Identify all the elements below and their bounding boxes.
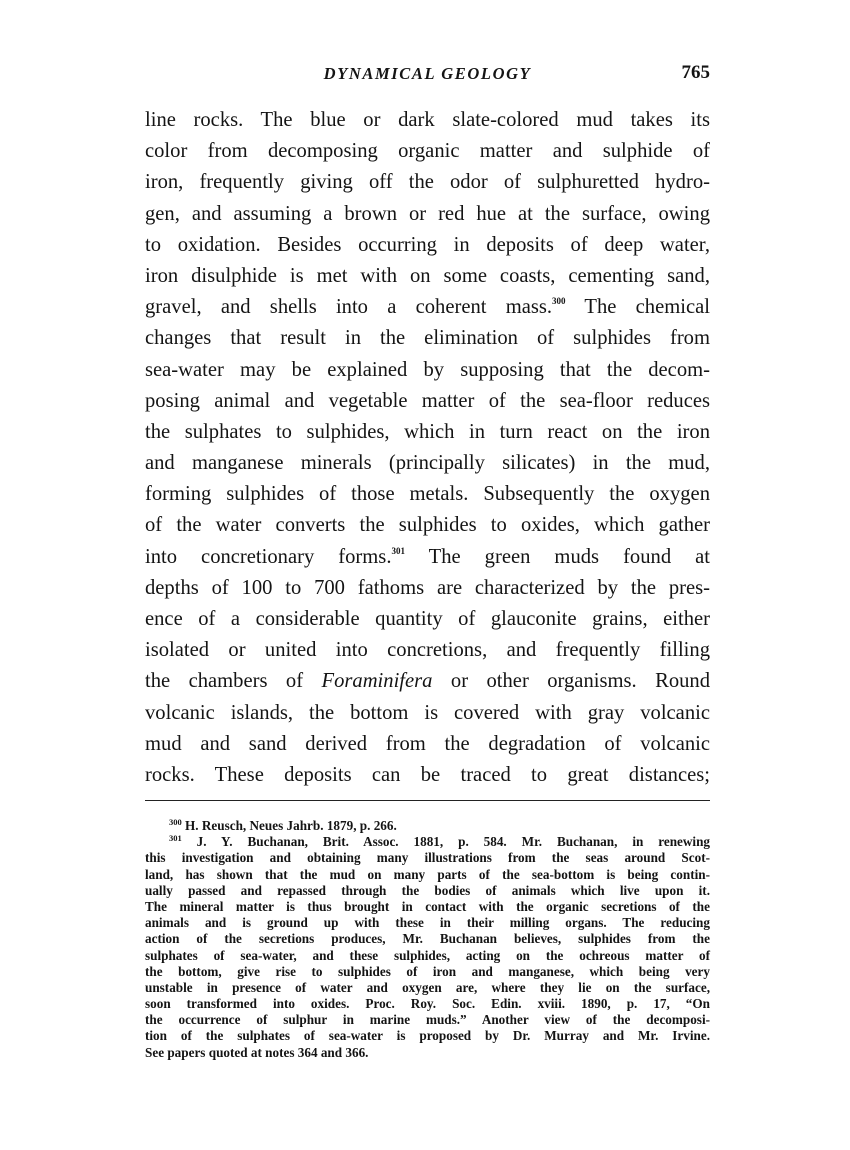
page-number: 765 bbox=[681, 62, 710, 83]
text-segment: The chemical bbox=[584, 296, 710, 319]
footnote-ref-300[interactable]: 300 bbox=[552, 296, 566, 307]
text-line: of the water converts the sulphides to oxides, which gather bbox=[145, 514, 710, 537]
text-segment: into concretionary forms. bbox=[145, 545, 392, 568]
footnote-line: action of the secretions produces, Mr. Buchanan believes, sulphides from the bbox=[145, 931, 710, 947]
footnote-line: See papers quoted at notes 364 and 366. bbox=[145, 1044, 369, 1060]
text-line: color from decomposing organic matter and sulphide of bbox=[145, 140, 710, 163]
running-head bbox=[145, 62, 710, 88]
footnote-300 bbox=[145, 818, 710, 834]
text-line: to oxidation. Besides occurring in deposits of deep water, bbox=[145, 233, 710, 256]
text-line: line rocks. The blue or dark slate-colored mud takes its bbox=[145, 109, 710, 131]
footnote-number: 300 bbox=[169, 817, 182, 827]
text-line: posing animal and vegetable matter of the sea-floor reduces bbox=[145, 389, 710, 412]
text-line: and manganese minerals (principally silicates) in the mud, bbox=[145, 452, 710, 475]
text-line: sea-water may be explained by supposing that the decom- bbox=[145, 358, 710, 381]
text-line: forming sulphides of those metals. Subsequently the oxygen bbox=[145, 483, 710, 506]
text-line: iron disulphide is met with on some coasts, cementing sand, bbox=[145, 264, 710, 287]
footnote-line: tion of the sulphates of sea-water is proposed by Dr. Murray and Mr. Irvine. bbox=[145, 1028, 710, 1044]
italic-term: Foraminifera bbox=[321, 670, 433, 693]
footnote-line: The mineral matter is thus brought in contact with the organic secretions of the bbox=[145, 898, 710, 914]
footnote-number: 301 bbox=[169, 833, 182, 844]
footnote-line: sulphates of sea-water, and these sulphides, acting on the ochreous matter of bbox=[145, 947, 710, 963]
footnote-ref-301[interactable]: 301 bbox=[391, 545, 405, 556]
text-line: isolated or united into concretions, and frequently filling bbox=[145, 639, 710, 662]
text-line: ence of a considerable quantity of glauconite grains, either bbox=[145, 608, 710, 630]
text-segment: or other organisms. Round bbox=[432, 670, 711, 693]
text-line: depths of 100 to 700 fathoms are characterized by the pres- bbox=[145, 576, 710, 599]
text-segment: gravel, and shells into a coherent mass. bbox=[145, 296, 553, 319]
text-line bbox=[145, 666, 710, 697]
footnote-line: the bottom, give rise to sulphides of iron and manganese, which being very bbox=[145, 963, 710, 979]
text-line bbox=[145, 542, 710, 573]
footnote-line: the occurrence of sulphur in marine muds.” Another view of the decomposi- bbox=[145, 1012, 710, 1028]
footnote-line: animals and is ground up with these in their milling organs. The reducing bbox=[145, 915, 710, 931]
text-line: changes that result in the elimination of sulphides from bbox=[145, 327, 710, 350]
text-line: gen, and assuming a brown or red hue at the surface, owing bbox=[145, 202, 710, 225]
footnote-line: unstable in presence of water and oxygen are, where they lie on the surface, bbox=[145, 979, 710, 995]
text-segment: the chambers of bbox=[145, 670, 322, 693]
text-segment: The green muds found at bbox=[428, 545, 710, 568]
text-line: mud and sand derived from the degradation of volcanic bbox=[145, 732, 710, 755]
running-title: DYNAMICAL GEOLOGY bbox=[323, 64, 532, 83]
footnote-line: ually passed and repassed through the bodies of animals which live upon it. bbox=[145, 882, 710, 898]
footnote-line: soon transformed into oxides. Proc. Roy. Soc. Edin. xviii. 1890, p. 17, “On bbox=[145, 996, 710, 1012]
body-text bbox=[145, 105, 710, 791]
text-line: volcanic islands, the bottom is covered with gray volcanic bbox=[145, 701, 710, 724]
footnote-text: J. Y. Buchanan, Brit. Assoc. 1881, p. 584. Mr. Buchanan, in renewing bbox=[196, 834, 711, 850]
text-line bbox=[145, 292, 710, 323]
footnote-text: H. Reusch, Neues Jahrb. 1879, p. 266. bbox=[185, 818, 397, 833]
footnote-line: this investigation and obtaining many illustrations from the seas around Scot- bbox=[145, 850, 710, 866]
text-line: the sulphates to sulphides, which in turn react on the iron bbox=[145, 420, 710, 443]
footnote-301 bbox=[145, 834, 710, 850]
footnote-divider bbox=[145, 800, 710, 801]
text-line: rocks. These deposits can be traced to great distances; bbox=[145, 763, 710, 786]
text-line: iron, frequently giving off the odor of sulphuretted hydro- bbox=[145, 171, 710, 194]
footnote-line: land, has shown that the mud on many parts of the sea-bottom is being contin- bbox=[145, 866, 710, 882]
footnotes bbox=[145, 818, 710, 1061]
